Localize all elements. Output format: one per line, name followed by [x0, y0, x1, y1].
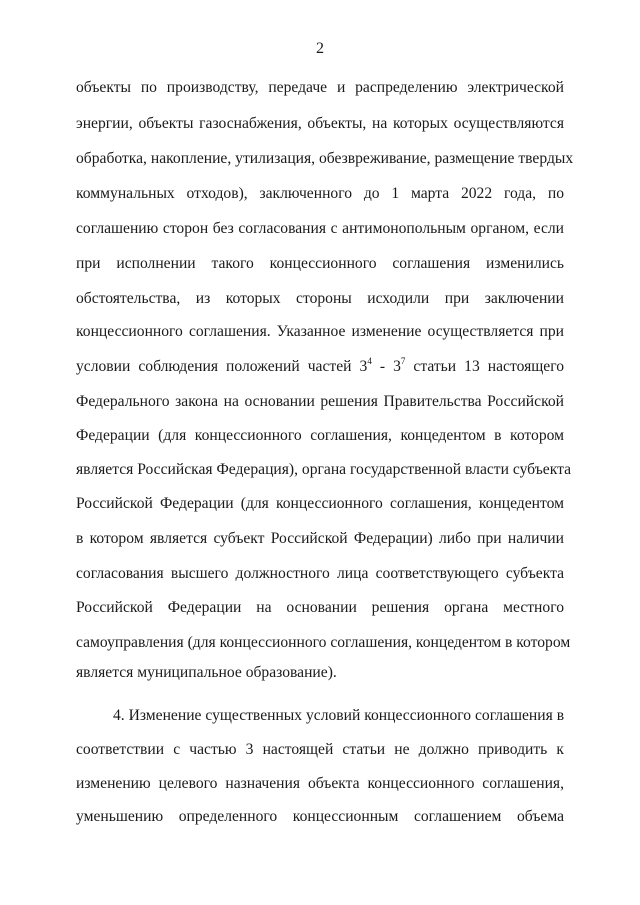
- text-line: концессионного соглашения. Указанное изменение осуществляется при: [76, 323, 564, 340]
- text-line: Федерального закона на основании решения Правительства Российской: [76, 393, 564, 410]
- text-line-with-superscripts: [76, 358, 564, 376]
- text-segment: статьи 13 настоящего: [405, 358, 564, 375]
- superscript: 7: [400, 356, 406, 366]
- text-line: является муниципальное образование).: [76, 664, 337, 681]
- text-line: Федерации (для концессионного соглашения, концедентом в котором: [76, 427, 564, 444]
- superscript: 4: [367, 356, 372, 366]
- text-line: 4. Изменение существенных условий концессионного соглашения в: [113, 707, 565, 724]
- text-line: Российской Федерации на основании решения органа местного: [76, 599, 564, 616]
- text-line: изменению целевого назначения объекта концессионного соглашения,: [76, 775, 564, 792]
- text-line: согласования высшего должностного лица соответствующего субъекта: [76, 565, 564, 582]
- text-line: является Российская Федерация), органа государственной власти субъекта: [76, 461, 572, 478]
- page-number: 2: [316, 40, 324, 57]
- text-line: самоуправления (для концессионного соглашения, концедентом в котором: [76, 634, 571, 651]
- text-line: соответствии с частью 3 настоящей статьи не должно приводить к: [76, 741, 564, 758]
- text-line: соглашению сторон без согласования с антимонопольным органом, если: [76, 220, 564, 237]
- text-line: обработка, накопление, утилизация, обезвреживание, размещение твердых: [76, 150, 574, 167]
- text-line: объекты по производству, передаче и распределению электрической: [76, 79, 564, 96]
- text-line: в котором является субъект Российской Федерации) либо при наличии: [76, 530, 564, 547]
- text-segment: - 3: [371, 358, 401, 375]
- text-segment: условии соблюдения положений частей 3: [76, 358, 368, 375]
- text-line: обстоятельства, из которых стороны исходили при заключении: [76, 290, 564, 307]
- text-line: при исполнении такого концессионного соглашения изменились: [76, 255, 564, 272]
- text-line: энергии, объекты газоснабжения, объекты, на которых осуществляются: [76, 115, 564, 132]
- text-line: уменьшению определенного концессионным соглашением объема: [76, 808, 564, 825]
- text-line: коммунальных отходов), заключенного до 1 марта 2022 года, по: [76, 185, 564, 202]
- text-line: Российской Федерации (для концессионного соглашения, концедентом: [76, 495, 564, 512]
